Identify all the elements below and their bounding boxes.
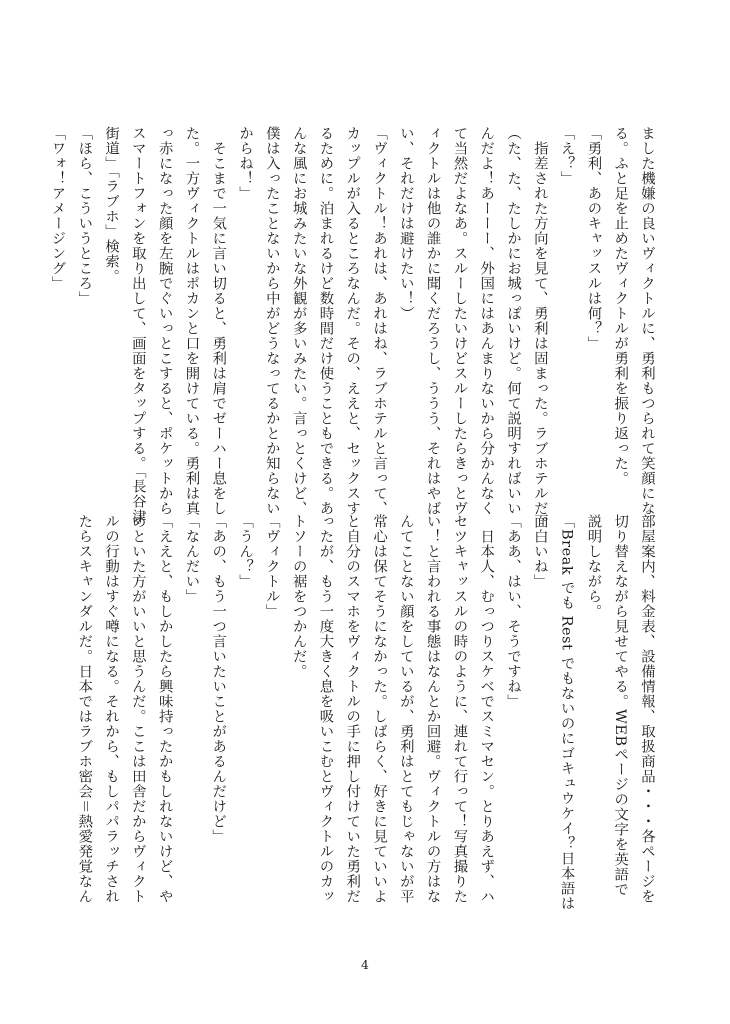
text-line: 切り替えながら見せてやる。WEBページの文字を英語で	[612, 514, 629, 897]
text-line: 街道」「ラブホ」検索。	[103, 126, 120, 284]
text-line: 「ヴィクトル」	[263, 514, 280, 619]
text-line: 面白いね」	[531, 514, 548, 589]
text-line: んだよ！あーーー、外国にはあんまりないから分かんなく	[478, 126, 495, 516]
text-line: 「ワォ！アメージング」	[49, 126, 66, 291]
text-line: スマートフォンを取り出して、画面をタップする。「長谷津	[129, 126, 146, 524]
text-line: 指差された方向を見て、勇利は固まった。ラブホテルだ。	[531, 126, 548, 531]
text-line: ルの行動はすぐ噂になる。それから、もしパパラッチされ	[103, 514, 120, 904]
text-line: カップルが入るところなんだ。その、ええと、セックスす	[344, 126, 361, 516]
text-line: 常心は保てそうになかった。しばらく、好きに見ていいよ	[371, 514, 388, 904]
text-line: 「え？」	[558, 126, 575, 186]
text-line: るために。泊まれるけど数時間だけ使うこともできる。あ	[317, 126, 334, 516]
text-line: て当然だよなあ。スルーしたいけどスルーしたらきっとヴ	[451, 126, 468, 516]
text-line: 日本人、むっつりスケベでスミマセン。とりあえず、ハ	[478, 514, 495, 904]
text-line: 「うん？」	[237, 514, 254, 589]
text-line: い、それだけは避けたい！）	[397, 126, 414, 321]
text-line: 「ええと、もしかしたら興味持ったかもしれないけど、や	[156, 514, 173, 904]
lower-text-block	[76, 514, 660, 944]
text-line: 「勇利、あのキャッスルは何？」	[585, 126, 602, 351]
text-line: 説明しながら。	[585, 514, 602, 619]
text-line: 「なんだい」	[183, 514, 200, 604]
text-line: 僕は入ったことないから中がどうなってるかとか知らない	[263, 126, 280, 516]
text-line: と自分のスマホをヴィクトルの手に押し付けていた勇利だ	[344, 514, 361, 904]
text-line: んてことない顔をしているが、勇利はとてもじゃないが平	[397, 514, 414, 904]
text-line: たらスキャンダルだ。日本ではラブホ密会＝熱愛発覚なん	[76, 514, 93, 904]
text-line: 部屋案内、料金表、設備情報、取扱商品・・・各ページを	[639, 514, 655, 904]
text-line: る。ふと足を止めたヴィクトルが勇利を振り返った。	[612, 126, 629, 486]
text-line: 「Break でも Rest でもないのにゴキュウケイ？日本語は	[558, 514, 575, 911]
text-line: トソーの裾をつかんだ。	[290, 514, 307, 679]
text-line: セツキャッスルの時のように、連れて行って！写真撮りた	[451, 514, 468, 904]
page-number: 4	[361, 958, 369, 972]
text-line: ったが、もう一度大きく息を吸いこむとヴィクトルのカッ	[317, 514, 334, 904]
text-line: ィクトルは他の誰かに聞くだろうし、ううう、それはやば	[424, 126, 441, 516]
text-line: めといた方がいいと思うんだ。ここは田舎だからヴィクト	[129, 514, 146, 904]
text-line: 「ああ、はい、そうですね」	[505, 514, 522, 709]
text-line: ました機嫌の良いヴィクトルに、勇利もつられて笑顔にな	[639, 126, 655, 516]
text-line: からね！」	[237, 126, 254, 201]
text-line: 「ヴィクトル！あれは、あれはね、ラブホテルと言って、	[371, 126, 388, 516]
text-line: んな風にお城みたいな外観が多いみたい。言っとくけど、	[290, 126, 307, 516]
text-line: 「ほら、こういうところ」	[76, 126, 93, 306]
text-line: そこまで一気に言い切ると、勇利は肩でゼーハー息をし	[210, 126, 227, 516]
text-line: た。一方ヴィクトルはポカンと口を開けている。勇利は真	[183, 126, 200, 516]
upper-text-block	[49, 126, 660, 531]
text-line: っ赤になった顔を左腕でぐいっとこすると、ポケットから	[156, 126, 173, 516]
text-line: （た、た、たしかにお城っぽいけど。何て説明すればいい	[505, 126, 522, 516]
text-line: 「あの、もう一つ言いたいことがあるんだけど」	[210, 514, 227, 844]
text-line: い！と言われる事態はなんとか回避。ヴィクトルの方はな	[424, 514, 441, 904]
